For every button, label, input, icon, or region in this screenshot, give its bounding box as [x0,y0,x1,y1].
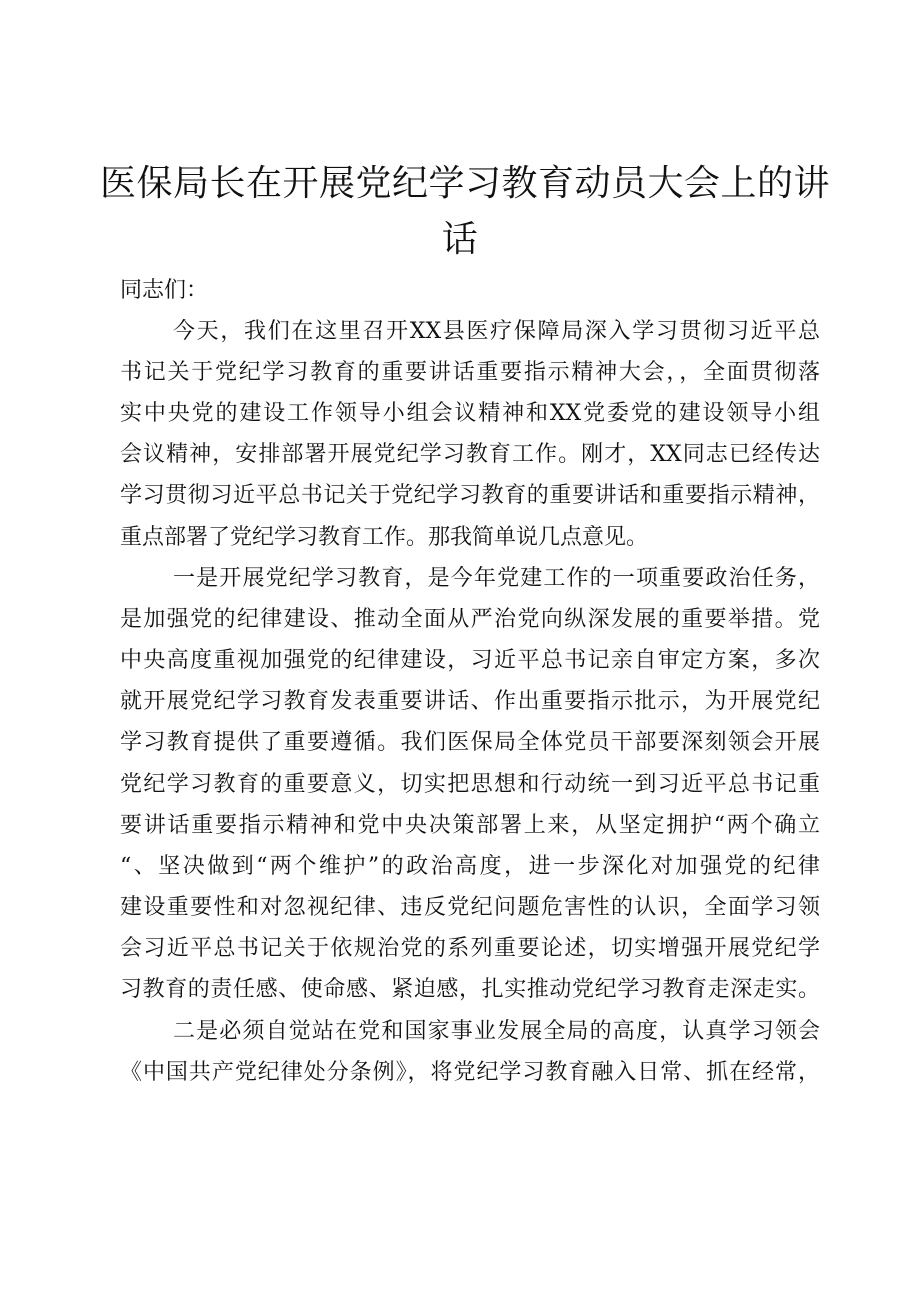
paragraph-2-line: 党纪学习教育的重要意义，切实把思想和行动统一到习近平总书记重 [120,772,820,797]
paragraph-2-line: 学习教育提供了重要遵循。我们医保局全体党员干部要深刻领会开展 [120,730,820,755]
paragraph-2-line: 一是开展党纪学习教育，是今年党建工作的一项重要政治任务， [173,566,820,591]
paragraph-2-line: 中央高度重视加强党的纪律建设，习近平总书记亲自审定方案，多次 [120,648,820,673]
paragraph-2-line: “、坚决做到“两个维护”的政治高度，进一步深化对加强党的纪律 [120,854,820,879]
paragraph-3-line: 《中国共产党纪律处分条例》，将党纪学习教育融入日常、抓在经常， [120,1060,820,1085]
paragraph-2-line: 要讲话重要指示精神和党中央决策部署上来，从坚定拥护“两个确立 [120,813,820,838]
paragraph-2-line: 是加强党的纪律建设、推动全面从严治党向纵深发展的重要举措。党 [120,607,820,632]
paragraph-2-line: 就开展党纪学习教育发表重要讲话、作出重要指示批示，为开展党纪 [120,689,820,714]
document-title-line-2: 话 [441,219,479,260]
paragraph-1-line: 实中央党的建设工作领导小组会议精神和XX党委党的建设领导小组 [120,401,820,426]
paragraph-2-line: 习教育的责任感、使命感、紧迫感，扎实推动党纪学习教育走深走实。 [120,977,820,1002]
salutation: 同志们： [120,278,209,303]
paragraph-1-line: 今天，我们在这里召开XX县医疗保障局深入学习贯彻习近平总 [173,319,820,344]
paragraph-3-line: 二是必须自觉站在党和国家事业发展全局的高度，认真学习领会 [173,1019,820,1044]
paragraph-1-line: 书记关于党纪学习教育的重要讲话重要指示精神大会，，全面贯彻落 [120,360,820,385]
document-title-line-1: 医保局长在开展党纪学习教育动员大会上的讲 [100,163,831,204]
paragraph-1-line: 重点部署了党纪学习教育工作。那我简单说几点意见。 [120,525,649,550]
paragraph-2-line: 建设重要性和对忽视纪律、违反党纪问题危害性的认识，全面学习领 [120,895,820,920]
paragraph-1-line: 学习贯彻习近平总书记关于党纪学习教育的重要讲话和重要指示精神， [120,483,820,508]
paragraph-1-line: 会议精神，安排部署开展党纪学习教育工作。刚才，XX同志已经传达 [120,442,820,467]
paragraph-2-line: 会习近平总书记关于依规治党的系列重要论述，切实增强开展党纪学 [120,936,820,961]
